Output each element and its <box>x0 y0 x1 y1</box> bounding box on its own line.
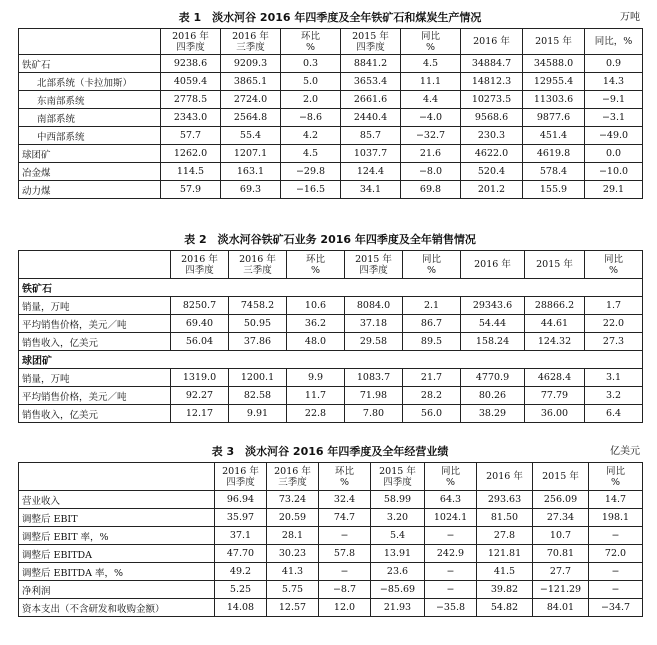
column-header <box>19 29 161 55</box>
column-header-line: 2016 年 <box>222 465 259 477</box>
table-1-title: 表 1 淡水河谷 2016 年四季度及全年铁矿石和煤炭生产情况 <box>178 11 482 24</box>
column-header <box>287 251 345 279</box>
table-row <box>19 91 643 109</box>
table-3 <box>18 462 643 617</box>
row-label: 北部系统（卡拉加斯） <box>19 73 161 91</box>
table-cell: 29343.6 <box>461 297 525 315</box>
table-cell: 36.00 <box>525 405 585 423</box>
table-cell: 86.7 <box>403 315 461 333</box>
row-label: 调整后 EBIT <box>19 509 215 527</box>
column-header <box>525 251 585 279</box>
column-header <box>215 463 267 491</box>
row-label: 球团矿 <box>19 145 161 163</box>
column-header-line: 三季度 <box>236 41 265 53</box>
column-header <box>161 29 221 55</box>
table-cell: 32.4 <box>319 491 371 509</box>
column-header-line: 同比 <box>605 465 625 477</box>
column-header-line: 四季度 <box>185 264 214 276</box>
column-header-line: 环比 <box>305 253 325 265</box>
table-cell: 54.44 <box>461 315 525 333</box>
column-header <box>523 29 585 55</box>
table-row <box>19 387 643 405</box>
column-header-line: % <box>610 476 621 488</box>
table-cell: 5.75 <box>267 581 319 599</box>
table-cell: 8841.2 <box>341 55 401 73</box>
table-cell: 50.95 <box>229 315 287 333</box>
table-cell: 57.7 <box>161 127 221 145</box>
table-row <box>19 163 643 181</box>
table-cell: 10.7 <box>533 527 589 545</box>
table-cell: 89.5 <box>403 333 461 351</box>
table-cell: 11.7 <box>287 387 345 405</box>
column-header <box>461 251 525 279</box>
column-header-line: 四季度 <box>356 41 385 53</box>
column-header-line: 环比 <box>334 465 354 477</box>
column-header-line: 2016 年 <box>486 471 523 482</box>
table-cell: − <box>319 527 371 545</box>
column-header <box>589 463 643 491</box>
table-row <box>19 109 643 127</box>
table-cell: 48.0 <box>287 333 345 351</box>
table-1-unit: 万吨 <box>620 12 640 23</box>
row-label: 调整后 EBIT 率，% <box>19 527 215 545</box>
table-cell: −16.5 <box>281 181 341 199</box>
column-header-line: 同比 <box>421 253 441 265</box>
table-cell: 38.29 <box>461 405 525 423</box>
table-cell: 80.26 <box>461 387 525 405</box>
table-cell: −49.0 <box>585 127 643 145</box>
table-cell: 1207.1 <box>221 145 281 163</box>
column-header-line: 2016 年 <box>473 36 510 47</box>
column-header-line: 四季度 <box>383 476 412 488</box>
table-cell: 39.82 <box>477 581 533 599</box>
table-cell: − <box>589 527 643 545</box>
column-header-line: 三季度 <box>243 264 272 276</box>
table-cell: 230.3 <box>461 127 523 145</box>
header-row <box>19 251 643 279</box>
column-header <box>341 29 401 55</box>
table-cell: 74.7 <box>319 509 371 527</box>
table-cell: 9.9 <box>287 369 345 387</box>
table-cell: 4628.4 <box>525 369 585 387</box>
table-row <box>19 527 643 545</box>
table-cell: 2564.8 <box>221 109 281 127</box>
table-row <box>19 369 643 387</box>
column-header-line: 2016 年 <box>181 253 218 265</box>
table-cell: 44.61 <box>525 315 585 333</box>
table-cell: 41.3 <box>267 563 319 581</box>
table-cell: −34.7 <box>589 599 643 617</box>
column-header <box>461 29 523 55</box>
table-row <box>19 297 643 315</box>
table-cell: − <box>425 581 477 599</box>
table-cell: 14812.3 <box>461 73 523 91</box>
section-label: 铁矿石 <box>19 279 643 297</box>
table-cell: 55.4 <box>221 127 281 145</box>
column-header <box>171 251 229 279</box>
table-cell: − <box>425 527 477 545</box>
table-cell: 22.8 <box>287 405 345 423</box>
table-cell: 21.7 <box>403 369 461 387</box>
table-cell: 6.4 <box>585 405 643 423</box>
table-cell: 41.5 <box>477 563 533 581</box>
table-cell: 54.82 <box>477 599 533 617</box>
table-cell: 114.5 <box>161 163 221 181</box>
column-header <box>585 251 643 279</box>
table-row <box>19 509 643 527</box>
table-cell: 9877.6 <box>523 109 585 127</box>
table-row <box>19 405 643 423</box>
table-2-title: 表 2 淡水河谷铁矿石业务 2016 年四季度及全年销售情况 <box>184 233 476 246</box>
row-label: 南部系统 <box>19 109 161 127</box>
table-cell: 578.4 <box>523 163 585 181</box>
table-cell: 27.7 <box>533 563 589 581</box>
table-cell: 1.7 <box>585 297 643 315</box>
row-label: 净利润 <box>19 581 215 599</box>
column-header-line: 同比 <box>420 30 440 42</box>
table-cell: 0.3 <box>281 55 341 73</box>
row-label: 平均销售价格，美元／吨 <box>19 387 171 405</box>
table-cell: −121.29 <box>533 581 589 599</box>
table-cell: 2.1 <box>403 297 461 315</box>
section-row <box>19 279 643 297</box>
row-label: 冶金煤 <box>19 163 161 181</box>
table-cell: 0.0 <box>585 145 643 163</box>
table-cell: −10.0 <box>585 163 643 181</box>
column-header-line: 2015 年 <box>535 36 572 47</box>
column-header-line: % <box>310 264 321 276</box>
column-header <box>477 463 533 491</box>
table-cell: 69.8 <box>401 181 461 199</box>
table-cell: 9238.6 <box>161 55 221 73</box>
table-2-section <box>18 230 642 423</box>
table-cell: 451.4 <box>523 127 585 145</box>
table-row <box>19 491 643 509</box>
table-cell: 58.99 <box>371 491 425 509</box>
table-cell: 27.8 <box>477 527 533 545</box>
table-cell: 21.6 <box>401 145 461 163</box>
table-cell: −3.1 <box>585 109 643 127</box>
table-cell: 7.80 <box>345 405 403 423</box>
table-cell: −4.0 <box>401 109 461 127</box>
row-label: 营业收入 <box>19 491 215 509</box>
table-cell: 57.9 <box>161 181 221 199</box>
table-cell: 84.01 <box>533 599 589 617</box>
table-cell: 5.25 <box>215 581 267 599</box>
table-cell: 72.0 <box>589 545 643 563</box>
table-cell: −29.8 <box>281 163 341 181</box>
row-label: 中西部系统 <box>19 127 161 145</box>
table-cell: 2778.5 <box>161 91 221 109</box>
table-cell: − <box>589 563 643 581</box>
table-cell: 64.3 <box>425 491 477 509</box>
table-cell: 47.70 <box>215 545 267 563</box>
row-label: 销售收入，亿美元 <box>19 333 171 351</box>
table-cell: −8.7 <box>319 581 371 599</box>
column-header <box>371 463 425 491</box>
table-cell: 56.04 <box>171 333 229 351</box>
table-cell: 14.3 <box>585 73 643 91</box>
table-1 <box>18 28 643 199</box>
table-cell: 198.1 <box>589 509 643 527</box>
table-cell: 11303.6 <box>523 91 585 109</box>
table-cell: 10.6 <box>287 297 345 315</box>
table-cell: 12.0 <box>319 599 371 617</box>
column-header-line: 2016 年 <box>172 30 209 42</box>
column-header <box>267 463 319 491</box>
table-cell: 2661.6 <box>341 91 401 109</box>
table-cell: 81.50 <box>477 509 533 527</box>
table-cell: 14.08 <box>215 599 267 617</box>
column-header-line: % <box>305 41 316 53</box>
column-header <box>425 463 477 491</box>
column-header-line: % <box>426 264 437 276</box>
table-cell: 242.9 <box>425 545 477 563</box>
column-header-line: % <box>608 264 619 276</box>
header-row <box>19 29 643 55</box>
table-cell: 70.81 <box>533 545 589 563</box>
table-cell: 92.27 <box>171 387 229 405</box>
table-2-title-bar <box>18 230 642 250</box>
column-header <box>19 251 171 279</box>
table-cell: 36.2 <box>287 315 345 333</box>
column-header <box>533 463 589 491</box>
table-cell: − <box>319 563 371 581</box>
column-header <box>345 251 403 279</box>
table-cell: 27.34 <box>533 509 589 527</box>
table-cell: 201.2 <box>461 181 523 199</box>
table-cell: 3.1 <box>585 369 643 387</box>
table-3-section <box>18 442 642 617</box>
table-cell: 1262.0 <box>161 145 221 163</box>
table-cell: 4.4 <box>401 91 461 109</box>
table-cell: 5.0 <box>281 73 341 91</box>
table-cell: 30.23 <box>267 545 319 563</box>
table-cell: 21.93 <box>371 599 425 617</box>
table-1-section <box>18 8 642 199</box>
table-row <box>19 127 643 145</box>
table-1-title-bar <box>18 8 642 28</box>
column-header <box>19 463 215 491</box>
table-cell: 3.2 <box>585 387 643 405</box>
table-cell: 3.20 <box>371 509 425 527</box>
table-cell: 96.94 <box>215 491 267 509</box>
table-row <box>19 73 643 91</box>
table-cell: 71.98 <box>345 387 403 405</box>
table-cell: 56.0 <box>403 405 461 423</box>
table-cell: −85.69 <box>371 581 425 599</box>
column-header-line: 2016 年 <box>239 253 276 265</box>
table-cell: 28.2 <box>403 387 461 405</box>
section-row <box>19 351 643 369</box>
table-cell: 9.91 <box>229 405 287 423</box>
table-cell: 124.32 <box>525 333 585 351</box>
table-cell: 28.1 <box>267 527 319 545</box>
table-cell: 4059.4 <box>161 73 221 91</box>
column-header-line: 三季度 <box>278 476 307 488</box>
row-label: 动力煤 <box>19 181 161 199</box>
table-cell: 23.6 <box>371 563 425 581</box>
table-cell: 10273.5 <box>461 91 523 109</box>
table-row <box>19 581 643 599</box>
column-header-line: 2016 年 <box>474 259 511 270</box>
table-row <box>19 315 643 333</box>
column-header-line: % <box>339 476 350 488</box>
table-cell: − <box>589 581 643 599</box>
column-header-line: 同比 <box>440 465 460 477</box>
column-header-line: 2015 年 <box>355 253 392 265</box>
column-header <box>319 463 371 491</box>
table-cell: 20.59 <box>267 509 319 527</box>
table-cell: 256.09 <box>533 491 589 509</box>
table-cell: 29.1 <box>585 181 643 199</box>
table-cell: 14.7 <box>589 491 643 509</box>
table-cell: 73.24 <box>267 491 319 509</box>
row-label: 销量，万吨 <box>19 297 171 315</box>
row-label: 调整后 EBITDA <box>19 545 215 563</box>
row-label: 调整后 EBITDA 率，% <box>19 563 215 581</box>
table-cell: 293.63 <box>477 491 533 509</box>
table-cell: −35.8 <box>425 599 477 617</box>
column-header-line: 同比 <box>603 253 623 265</box>
table-cell: 121.81 <box>477 545 533 563</box>
table-cell: 2440.4 <box>341 109 401 127</box>
table-cell: 3653.4 <box>341 73 401 91</box>
table-cell: 34588.0 <box>523 55 585 73</box>
table-row <box>19 55 643 73</box>
table-3-unit: 亿美元 <box>610 446 640 457</box>
row-label: 销售收入，亿美元 <box>19 405 171 423</box>
table-cell: 12.57 <box>267 599 319 617</box>
column-header-line: % <box>445 476 456 488</box>
column-header-line: 同比，% <box>594 36 633 47</box>
table-cell: 4.2 <box>281 127 341 145</box>
column-header-line: 四季度 <box>226 476 255 488</box>
row-label: 平均销售价格，美元／吨 <box>19 315 171 333</box>
table-cell: 9209.3 <box>221 55 281 73</box>
table-cell: 0.9 <box>585 55 643 73</box>
row-label: 资本支出（不含研发和收购金额） <box>19 599 215 617</box>
table-cell: 69.40 <box>171 315 229 333</box>
table-cell: 34884.7 <box>461 55 523 73</box>
table-cell: 69.3 <box>221 181 281 199</box>
table-cell: 4770.9 <box>461 369 525 387</box>
table-cell: 9568.6 <box>461 109 523 127</box>
table-cell: 124.4 <box>341 163 401 181</box>
table-cell: 3865.1 <box>221 73 281 91</box>
column-header <box>585 29 643 55</box>
table-cell: 1037.7 <box>341 145 401 163</box>
table-cell: 35.97 <box>215 509 267 527</box>
table-cell: 12955.4 <box>523 73 585 91</box>
table-3-title: 表 3 淡水河谷 2016 年四季度及全年经营业绩 <box>211 445 449 458</box>
table-cell: 77.79 <box>525 387 585 405</box>
table-cell: 11.1 <box>401 73 461 91</box>
table-row <box>19 599 643 617</box>
table-cell: −8.0 <box>401 163 461 181</box>
table-cell: 4619.8 <box>523 145 585 163</box>
table-cell: −9.1 <box>585 91 643 109</box>
table-cell: 57.8 <box>319 545 371 563</box>
column-header <box>221 29 281 55</box>
row-label: 销量，万吨 <box>19 369 171 387</box>
header-row <box>19 463 643 491</box>
column-header-line: 2015 年 <box>536 259 573 270</box>
column-header <box>281 29 341 55</box>
column-header-line: 四季度 <box>359 264 388 276</box>
table-cell: 49.2 <box>215 563 267 581</box>
table-cell: 4.5 <box>401 55 461 73</box>
column-header-line: 2016 年 <box>232 30 269 42</box>
table-cell: 7458.2 <box>229 297 287 315</box>
table-cell: 2343.0 <box>161 109 221 127</box>
table-cell: −32.7 <box>401 127 461 145</box>
table-row <box>19 545 643 563</box>
table-cell: 8250.7 <box>171 297 229 315</box>
table-cell: 155.9 <box>523 181 585 199</box>
table-cell: 163.1 <box>221 163 281 181</box>
table-cell: −8.6 <box>281 109 341 127</box>
table-cell: 1024.1 <box>425 509 477 527</box>
table-cell: 85.7 <box>341 127 401 145</box>
table-cell: 12.17 <box>171 405 229 423</box>
table-cell: 34.1 <box>341 181 401 199</box>
table-cell: 2.0 <box>281 91 341 109</box>
column-header <box>229 251 287 279</box>
column-header-line: 2015 年 <box>542 471 579 482</box>
table-cell: 1083.7 <box>345 369 403 387</box>
column-header-line: 环比 <box>300 30 320 42</box>
table-row <box>19 333 643 351</box>
table-cell: 158.24 <box>461 333 525 351</box>
table-cell: 8084.0 <box>345 297 403 315</box>
row-label: 东南部系统 <box>19 91 161 109</box>
table-cell: 4622.0 <box>461 145 523 163</box>
table-cell: 37.1 <box>215 527 267 545</box>
table-cell: 4.5 <box>281 145 341 163</box>
table-cell: 29.58 <box>345 333 403 351</box>
column-header-line: 四季度 <box>176 41 205 53</box>
column-header-line: 2015 年 <box>352 30 389 42</box>
table-cell: 37.86 <box>229 333 287 351</box>
table-cell: 82.58 <box>229 387 287 405</box>
row-label: 铁矿石 <box>19 55 161 73</box>
table-row <box>19 563 643 581</box>
table-cell: 5.4 <box>371 527 425 545</box>
column-header-line: % <box>425 41 436 53</box>
table-cell: 27.3 <box>585 333 643 351</box>
table-cell: 22.0 <box>585 315 643 333</box>
section-label: 球团矿 <box>19 351 643 369</box>
column-header <box>401 29 461 55</box>
column-header <box>403 251 461 279</box>
column-header-line: 2015 年 <box>379 465 416 477</box>
table-row <box>19 145 643 163</box>
table-row <box>19 181 643 199</box>
table-cell: 520.4 <box>461 163 523 181</box>
table-cell: 1200.1 <box>229 369 287 387</box>
column-header-line: 2016 年 <box>274 465 311 477</box>
table-cell: − <box>425 563 477 581</box>
table-cell: 37.18 <box>345 315 403 333</box>
table-cell: 28866.2 <box>525 297 585 315</box>
table-2 <box>18 250 643 423</box>
table-3-title-bar <box>18 442 642 462</box>
table-cell: 1319.0 <box>171 369 229 387</box>
table-cell: 2724.0 <box>221 91 281 109</box>
table-cell: 13.91 <box>371 545 425 563</box>
